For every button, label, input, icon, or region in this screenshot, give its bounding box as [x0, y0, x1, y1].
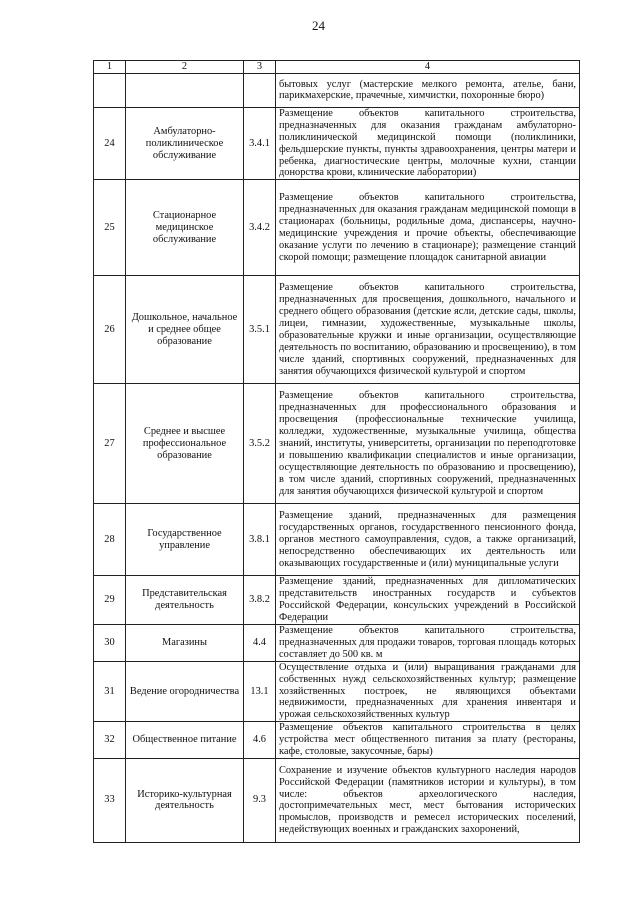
table-row-25: [94, 180, 580, 276]
row-number: 31: [94, 661, 126, 722]
row-number: 26: [94, 276, 126, 384]
row-description: Размещение объектов капитального строительства, предназначенных для профессионального образования и просвещения (профессиональные технические училища, колледжи, художественные, музыкальные училища, общества знаний, институты, университеты, организации по переподготовке и повышению квалификации специалистов и иные организации, осуществляющие деятельность по образованию и просвещению), в том числе зданий, спортивных сооружений, предназначенных для занятия обучающихся физической культурой и спортом: [276, 384, 580, 504]
row-description: Размещение зданий, предназначенных для дипломатических представительств иностранных государств и субъектов Российской Федерации, консульских учреждений в Российской Федерации: [276, 576, 580, 625]
row-description: Сохранение и изучение объектов культурного наследия народов Российской Федерации (памятников истории и культуры), в том числе: объектов археологического наследия, достопримечательных мест, мест бытования исторических промыслов, производств и ремесел исторических поселений, недействующих военных и гражданских захоронений,: [276, 758, 580, 842]
row-description: бытовых услуг (мастерские мелкого ремонта, ателье, бани, парикмахерские, прачечные, химчистки, похоронные бюро): [276, 73, 580, 107]
row-name: Государственное управление: [126, 504, 244, 576]
row-description: Осуществление отдыха и (или) выращивания гражданами для собственных нужд сельскохозяйственных культур; размещение хозяйственных построек, не являющихся объектами недвижимости, предназначенных для хранения инвентаря и урожая сельскохозяйственных культур: [276, 661, 580, 722]
row-number: 33: [94, 758, 126, 842]
row-number: 28: [94, 504, 126, 576]
table-row-33: [94, 758, 580, 842]
row-code: 3.8.2: [244, 576, 276, 625]
header-col-3: 3: [244, 61, 276, 74]
row-name: Магазины: [126, 624, 244, 661]
row-number: 29: [94, 576, 126, 625]
row-number: 25: [94, 180, 126, 276]
row-code-cell: [244, 73, 276, 107]
table-row-27: [94, 384, 580, 504]
row-description: Размещение объектов капитального строительства, предназначенных для просвещения, дошкольного, начального и среднего общего образования (детские ясли, детские сады, школы, лицеи, гимназии, художественные, музыкальные школы, образовательные кружки и иные организации, осуществляющие деятельность по воспитанию, образованию и просвещению), в том числе зданий, спортивных сооружений, предназначенных для занятия обучающихся физической культурой и спортом: [276, 276, 580, 384]
row-description: Размещение объектов капитального строительства в целях устройства мест общественного питания за плату (рестораны, кафе, столовые, закусочные, бары): [276, 722, 580, 759]
table-row-28: [94, 504, 580, 576]
row-description: Размещение объектов капитального строительства, предназначенных для оказания гражданам медицинской помощи в стационарах (больницы, родильные дома, диспансеры, научно-медицинские учреждения и прочие объекты, обеспечивающие оказание услуги по лечению в стационаре); размещение станций скорой помощи; размещение площадок санитарной авиации: [276, 180, 580, 276]
row-number: 30: [94, 624, 126, 661]
header-col-1: 1: [94, 61, 126, 74]
row-number: 32: [94, 722, 126, 759]
table-row-30: [94, 624, 580, 661]
header-row: [94, 61, 580, 74]
table-row-continuation: [94, 73, 580, 107]
row-name: Среднее и высшее профессиональное образование: [126, 384, 244, 504]
page-number: 24: [312, 18, 325, 33]
table-row-31: [94, 661, 580, 722]
row-code: 4.4: [244, 624, 276, 661]
header-col-4: 4: [276, 61, 580, 74]
row-name: Общественное питание: [126, 722, 244, 759]
row-code: 3.5.2: [244, 384, 276, 504]
row-name: Ведение огородничества: [126, 661, 244, 722]
row-code: 3.8.1: [244, 504, 276, 576]
header-col-2: 2: [126, 61, 244, 74]
row-name: Дошкольное, начальное и среднее общее образование: [126, 276, 244, 384]
row-description: Размещение объектов капитального строительства, предназначенных для продажи товаров, торговая площадь которых составляет до 500 кв. м: [276, 624, 580, 661]
table-row-24: [94, 107, 580, 179]
row-code: 3.4.1: [244, 107, 276, 179]
row-name: Стационарное медицинское обслуживание: [126, 180, 244, 276]
row-description: Размещение зданий, предназначенных для размещения государственных органов, государственного пенсионного фонда, органов местного самоуправления, судов, а также организаций, непосредственно обеспечивающих их деятельность или оказывающих государственные и (или) муниципальные услуги: [276, 504, 580, 576]
row-number-cell: [94, 73, 126, 107]
row-number: 24: [94, 107, 126, 179]
land-use-table: [93, 60, 580, 843]
row-name: Представительская деятельность: [126, 576, 244, 625]
row-code: 9.3: [244, 758, 276, 842]
row-code: 3.5.1: [244, 276, 276, 384]
table-row-32: [94, 722, 580, 759]
row-name: Историко-культурная деятельность: [126, 758, 244, 842]
row-code: 13.1: [244, 661, 276, 722]
row-code: 3.4.2: [244, 180, 276, 276]
row-code: 4.6: [244, 722, 276, 759]
row-number: 27: [94, 384, 126, 504]
row-description: Размещение объектов капитального строительства, предназначенных для оказания гражданам амбулаторно-поликлинической медицинской помощи (поликлиники, фельдшерские пункты, пункты здравоохранения, центры матери и ребенка, диагностические центры, молочные кухни, станции донорства крови, клинические лаборатории): [276, 107, 580, 179]
table-row-29: [94, 576, 580, 625]
row-name: Амбулаторно-поликлиническое обслуживание: [126, 107, 244, 179]
table-row-26: [94, 276, 580, 384]
row-name-cell: [126, 73, 244, 107]
